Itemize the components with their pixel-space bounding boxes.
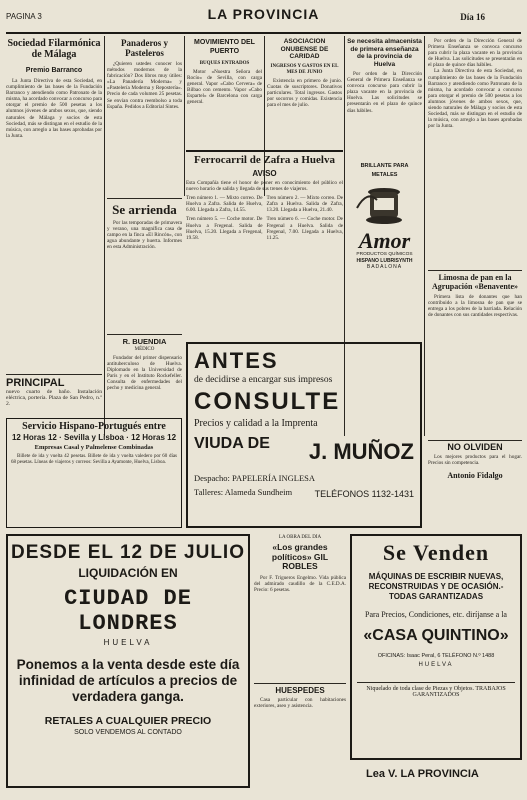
panaderos-column: [107, 38, 182, 194]
julio-line2: LIQUIDACIÓN EN: [78, 566, 178, 580]
precios-text: Precios y calidad a la Imprenta: [194, 418, 318, 429]
julio-line3: CIUDAD DE LONDRES: [64, 586, 192, 636]
julio-solo: SOLO VENDEMOS AL CONTADO: [74, 729, 182, 736]
principal-title: PRINCIPAL: [6, 377, 65, 389]
train-1: Tren número 1. — Mixto correo. De Huelva a Zafra. Salida de Huelva, 6.00. Llegada a Zafra, 14.55.: [186, 195, 263, 214]
ferrocarril-notice: [186, 150, 343, 340]
filarmonica-column: [6, 38, 102, 374]
brillante-top: BRILLANTE PARA METALES: [360, 163, 409, 178]
puerto-subtitle: BUQUES ENTRADOS: [199, 61, 250, 66]
huespedes-text: Casa particular con habitaciones exteriores, aseo y asistencia.: [254, 696, 346, 709]
venden-city: HUELVA: [418, 662, 454, 668]
right-column: [428, 38, 522, 270]
olviden-firm: Antonio Fidalgo: [447, 471, 503, 481]
servicio-text: Billete de ida y vuelta 42 pesetas. Billete de ida y vuelta valedero por 60 días 68 pesetas. Líneas de viajeros y correos: Sevilla a Ayamonte, Huelva, Lisboa.: [11, 454, 177, 466]
consulte-text: CONSULTE: [194, 388, 341, 415]
limosna-notice: [428, 270, 522, 440]
enseñanza-text: Por orden de la Dirección General de Primera Enseñanza se convoca concurso para cubrir la plaza vacante en la provincia de Huelva. Las solicitudes se presentarán en el plazo de quince días hábiles.: [347, 71, 422, 114]
limosna-title: Limosna de pan en la Agrupación «Benavente»: [432, 273, 518, 291]
brillante-city: BADALONA: [366, 263, 403, 270]
julio-city: HUELVA: [103, 638, 153, 647]
viuda-text: VIUDA DE: [194, 435, 270, 452]
page-date: Día 16: [460, 12, 485, 22]
ferrocarril-subtitle: AVISO: [252, 169, 277, 178]
servicio-sub: Empresas Casal y Palmelense Combinadas: [34, 444, 154, 451]
caridad-column: [267, 38, 342, 148]
puerto-title: MOVIMIENTO DEL PUERTO: [194, 39, 255, 55]
brillante-sub1: PRODUCTOS QUÍMICOS: [356, 252, 413, 257]
lea-provincia: Lea V. LA PROVINCIA: [366, 768, 479, 780]
train-6: Tren número 6. — Coche motor. De Fregenal a Huelva. Salida de Fregenal, 7.00. Llegada a Huelva, 11.25.: [266, 216, 343, 241]
medico-name: R. BUENDIA: [122, 337, 167, 346]
despacho-text: Despacho: PAPELERÍA INGLESA: [194, 473, 316, 483]
brillante-ad: [347, 162, 422, 274]
antes-text: ANTES: [194, 348, 279, 373]
medico-text: Fundador del primer dispensario antituberculoso de Huelva. Diplomado en la Universidad de París y en el Instituto Rockefeller. Consulta de enfermedades del pecho y medicina general.: [107, 355, 182, 392]
principal-ad: [6, 374, 102, 414]
arrienda-ad: [107, 198, 182, 330]
puerto-column: [187, 38, 262, 148]
talleres-text: Talleres: Alameda Sundheim: [194, 487, 293, 497]
julio-line1: DESDE EL 12 DE JULIO: [11, 542, 245, 563]
gilrobles-column: [254, 534, 346, 788]
arrienda-text: Por las temporadas de primavera y verano, una magnífica casa de campo en la finca «El Rincón», con agua abundante y huerta. Informes en esta Administración.: [107, 220, 182, 251]
enseñanza-title: Se necesita almacenista de primera enseñanza de la provincia de Huelva: [347, 38, 422, 68]
brillante-brand: Amor: [358, 228, 411, 253]
panaderos-text: ¿Quieren ustedes conocer los métodos modernos de la fabricación? Dos libros muy útiles: «La Panadería Moderna» y «Pastelería Moderna y Repostería». Precio de cada volumen 25 pesetas. Se envían contra reembolso a toda España. Pedidos a Editorial Sintes.: [107, 61, 182, 110]
venden-title: Se Venden: [382, 540, 490, 565]
principal-text: nuevo cuarto de baño. Instalación eléctrica, portería. Plaza de San Pedro, n.º 2.: [6, 389, 102, 408]
venden-extra: Niquelado de toda clase de Piezas y Objetos. TRABAJOS GARANTIZADOS: [357, 682, 515, 698]
servicio-ad: [6, 418, 182, 528]
gilrobles-title: «Los grandes políticos» GIL ROBLES: [271, 542, 329, 571]
gilrobles-text: Por F. Trigueros Engelmo. Vida pública del admirado caudillo de la C.E.D.A. Precio: 6 pesetas.: [254, 574, 346, 593]
telefonos-text: TELÉFONOS 1132-1431: [314, 489, 414, 499]
society-title: Sociedad Filarmónica de Málaga: [7, 38, 101, 60]
venden-text2: Para Precios, Condiciones, etc. diríjanse a la: [365, 610, 507, 619]
ferrocarril-trains: [186, 195, 343, 241]
ferrocarril-title: Ferrocarril de Zafra a Huelva: [194, 154, 335, 166]
servicio-title2: 12 Horas 12 · Sevilla y Lisboa · 12 Horas 12: [11, 433, 177, 442]
olviden-ad: [428, 440, 522, 528]
prize-title: Premio Barranco: [25, 67, 83, 74]
caridad-title: ASOCIACIÓN ONUBENSE DE CARIDAD: [280, 38, 329, 60]
panaderos-title: Panaderos y Pasteleros: [120, 38, 169, 58]
julio-retales: RETALES A CUALQUIER PRECIO: [44, 715, 212, 727]
se-venden-ad: [350, 534, 522, 760]
decidirse-text: de decidirse a encargar sus impresos: [194, 375, 333, 385]
olviden-text: Los mejores productos para el hogar. Precios sin competencia.: [428, 454, 522, 467]
medico-role: MÉDICO: [134, 347, 155, 352]
medico-ad: [107, 334, 182, 424]
venden-casa: «CASA QUINTINO»: [363, 627, 509, 644]
venden-text1: MÁQUINAS DE ESCRIBIR NUEVAS, RECONSTRUIDAS Y DE OCASIÓN.-TODAS GARANTIZADAS: [368, 572, 504, 601]
limosna-text: Primera lista de donantes que han contribuido a la limosna de pan que se entrega a los pobres de la barriada. Relación de donantes con sus cantidades respectivas.: [428, 294, 522, 319]
train-5: Tren número 5. — Coche motor. De Huelva a Fregenal. Salida de Huelva, 15.20. Llegada a Fregenal, 19.58.: [186, 216, 263, 241]
masthead: LA PROVINCIA: [207, 6, 320, 22]
consulte-ad: [186, 342, 422, 528]
filarmonica-text: La Junta Directiva de esta Sociedad, en cumplimiento de las bases de la Fundación Barranco y atendiendo como Patronato de la misma, ha acordado convocar a concurso para otorgar el premio de 500 pesetas a los alumnos jóvenes de ambos sexos, que, siendo naturales de Málaga y socios de esta Sociedad, más se distingan en el estudio de la música, con arreglo a las bases aprobadas por la Junta.: [6, 78, 102, 139]
right-column-text: Por orden de la Dirección General de Primera Enseñanza se convoca concurso para cubrir la plaza vacante en la provincia de Huelva. Las solicitudes se presentarán en el plazo de quince días hábiles. La Junta Directiva de esta Sociedad, en cumplimiento de las bases de la Fundación Barranco y atendiendo como Patronato de la misma, ha acordado convocar a concurso para otorgar el premio de 500 pesetas a los alumnos jóvenes de ambos sexos, que, siendo naturales de Málaga y socios de esta Sociedad, más se distingan en el estudio de la música, con arreglo a las bases aprobadas por la Junta.: [428, 38, 522, 130]
julio-pitch: Ponemos a la venta desde este día infinidad de artículos a precios de verdadera ganga.: [16, 657, 240, 704]
page-header: [6, 4, 521, 34]
enseñanza-column: [347, 38, 422, 158]
venden-oficinas: OFICINAS: Isaac Peral, 6 TELÉFONO N.º 1488: [377, 653, 495, 659]
olviden-title: NO OLVIDEN: [447, 442, 503, 452]
gilrobles-head: LA OBRA DEL DÍA: [278, 535, 322, 540]
servicio-title1: Servicio Hispano-Portugués entre: [22, 421, 166, 432]
munoz-text: J. MUÑOZ: [308, 439, 414, 464]
ferrocarril-intro: Esta Compañía tiene el honor de poner en conocimiento del público el nuevo horario de salida y llegada de sus trenes de viajeros.: [186, 180, 343, 193]
puerto-text: Motor «Nuestra Señora del Rocío» de Sevilla, con carga general. Vapor «Cabo Cervera» de Bilbao con cemento. Vapor «Cabo Espartel» de Barcelona con carga general.: [187, 69, 262, 106]
huespedes-title: HUESPEDES: [275, 685, 325, 695]
ciudad-londres-ad: [6, 534, 250, 788]
arrienda-title: Se arrienda: [112, 202, 177, 217]
train-2: Tren número 2. — Mixto correo. De Zafra a Huelva. Salida de Zafra, 13.20. Llegada a Huelva, 21.40.: [266, 195, 343, 214]
caridad-text: Existencia en primero de junio. Cuotas de suscriptores. Donativos particulares. Total ingresos. Gastos por socorros y comidas. Existencia para el mes de julio.: [267, 77, 342, 108]
caridad-subtitle: INGRESOS Y GASTOS EN EL MES DE JUNIO: [270, 63, 339, 75]
pot-icon: [347, 180, 422, 230]
brillante-sub2: HISPANO LUBRISYNTH: [356, 257, 413, 264]
page-number: PAGINA 3: [6, 12, 42, 21]
